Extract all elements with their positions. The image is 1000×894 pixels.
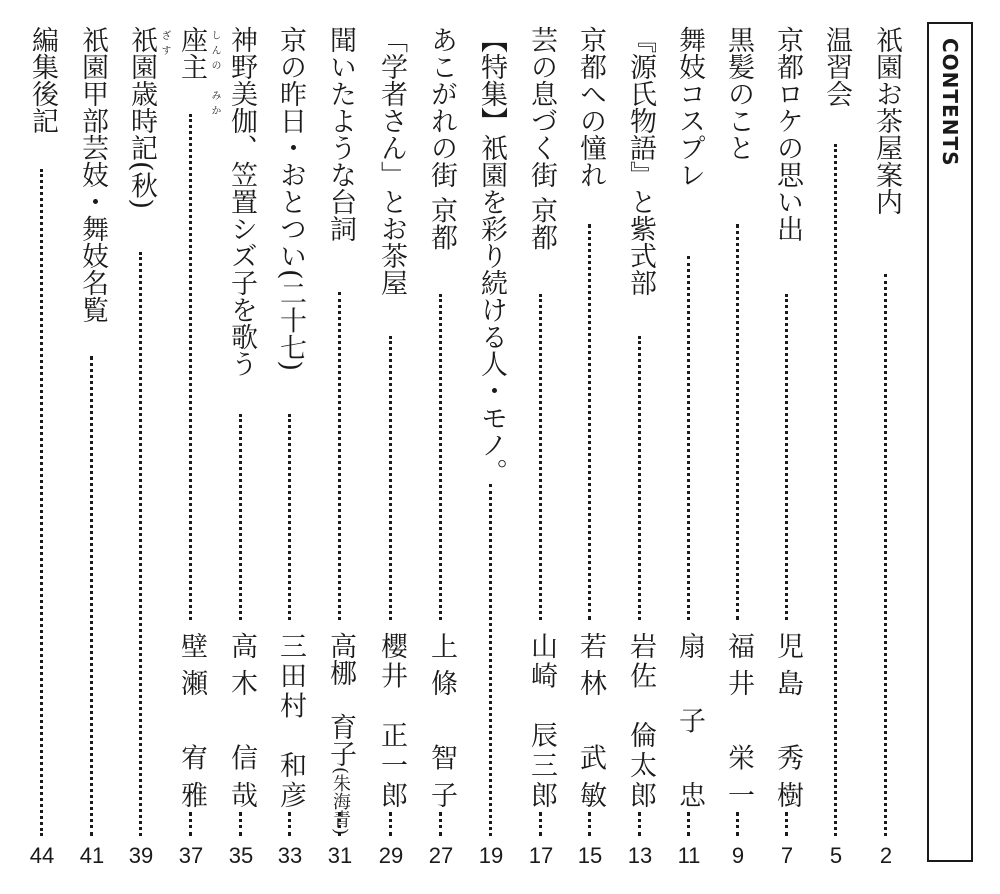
dotted-leader	[588, 224, 591, 620]
dotted-leader	[338, 292, 341, 620]
entry-title: 祇園甲部芸妓・舞妓名覧	[77, 26, 108, 323]
entry-ruby: しんの みか	[209, 30, 220, 120]
page-number: 33	[277, 843, 303, 868]
toc-entry[interactable]	[209, 0, 261, 894]
dotted-leader	[439, 294, 442, 620]
dotted-leader-end	[288, 812, 291, 836]
dotted-leader	[288, 414, 291, 620]
dotted-leader-end	[539, 812, 542, 836]
page-number: 44	[29, 843, 55, 868]
toc-entry[interactable]	[471, 0, 511, 894]
page-number: 13	[627, 843, 653, 868]
dotted-leader-end	[338, 812, 341, 836]
page-number: 11	[677, 843, 701, 868]
toc-entry[interactable]	[669, 0, 709, 894]
contents-title: CONTENTS	[938, 38, 962, 167]
page-number: 7	[780, 843, 794, 868]
toc-entry[interactable]	[421, 0, 461, 894]
toc-entry[interactable]	[816, 0, 856, 894]
toc-entry[interactable]	[620, 0, 660, 894]
entry-title: 京都への憧れ	[575, 26, 606, 188]
dotted-leader	[90, 356, 93, 836]
entry-author: 扇 子 忠	[674, 632, 705, 808]
dotted-leader	[40, 169, 43, 836]
dotted-leader	[539, 294, 542, 620]
page-number: 31	[327, 843, 353, 868]
entry-title: 「学者さん」とお茶屋	[376, 26, 407, 296]
dotted-leader	[189, 114, 192, 620]
entry-author: 高梛 育子(朱海青)	[325, 632, 356, 836]
toc-entry[interactable]	[72, 0, 112, 894]
entry-title: 黒髪のこと	[723, 26, 754, 161]
entry-title: 聞いたような台詞	[325, 26, 356, 242]
page-number: 2	[879, 843, 893, 868]
entry-title: 【特集】祇園を彩り続ける人・モノ。	[476, 26, 507, 485]
entry-ruby: ざす	[159, 30, 170, 60]
entry-author: 高木 信哉	[226, 632, 257, 808]
dotted-leader	[239, 414, 242, 620]
dotted-leader-end	[389, 812, 392, 836]
toc-entry[interactable]	[718, 0, 758, 894]
toc-entry[interactable]	[866, 0, 906, 894]
page-number: 19	[478, 843, 504, 868]
dotted-leader-end	[785, 812, 788, 836]
dotted-leader	[687, 256, 690, 620]
dotted-leader	[139, 252, 142, 836]
page-number: 27	[428, 843, 454, 868]
toc-entry[interactable]	[521, 0, 561, 894]
dotted-leader	[736, 224, 739, 620]
contents-header-box	[927, 22, 973, 862]
toc-entry[interactable]	[270, 0, 310, 894]
dotted-leader	[489, 484, 492, 836]
dotted-leader	[834, 144, 837, 836]
dotted-leader-end	[687, 812, 690, 836]
dotted-leader	[389, 336, 392, 620]
entry-title: 芸の息づく街 京都	[526, 26, 557, 251]
page-number: 35	[228, 843, 254, 868]
entry-author: 櫻井 正一郎	[376, 632, 407, 808]
toc-entry[interactable]	[320, 0, 360, 894]
toc-entry[interactable]	[159, 0, 211, 894]
entry-title: 座主	[176, 26, 207, 80]
entry-title: 祇園お茶屋案内	[871, 26, 902, 215]
toc-entry[interactable]	[767, 0, 807, 894]
page-number: 15	[577, 843, 603, 868]
dotted-leader	[884, 274, 887, 836]
entry-title: 編集後記	[27, 26, 58, 134]
dotted-leader-end	[189, 812, 192, 836]
entry-author: 三田村 和彦	[275, 632, 306, 808]
dotted-leader-end	[239, 812, 242, 836]
entry-author: 福井 栄一	[723, 632, 754, 808]
toc-entry[interactable]	[22, 0, 62, 894]
page-number: 5	[829, 843, 843, 868]
entry-title: 祇園歳時記(秋)	[126, 26, 157, 210]
entry-title: 『源氏物語』と紫式部	[625, 26, 656, 296]
entry-title: 舞妓コスプレ	[674, 26, 705, 188]
dotted-leader-end	[638, 812, 641, 836]
page-number: 9	[731, 843, 745, 868]
dotted-leader	[638, 336, 641, 620]
entry-author: 若林 武敏	[575, 632, 606, 808]
entry-title: 神野美伽、笠置シズ子を歌う	[226, 26, 257, 377]
dotted-leader	[785, 294, 788, 620]
dotted-leader-end	[588, 812, 591, 836]
entry-title: あこがれの街 京都	[426, 26, 457, 251]
page-number: 17	[528, 843, 554, 868]
page-number: 39	[128, 843, 154, 868]
entry-author: 児島 秀樹	[772, 632, 803, 808]
page-number: 41	[79, 843, 105, 868]
toc-entry[interactable]	[371, 0, 411, 894]
entry-author: 岩佐 倫太郎	[625, 632, 656, 808]
page-number: 37	[178, 843, 204, 868]
toc-entry[interactable]	[570, 0, 610, 894]
page-number: 29	[378, 843, 404, 868]
dotted-leader-end	[439, 812, 442, 836]
entry-title: 京都ロケの思い出	[772, 26, 803, 242]
toc-entry[interactable]	[121, 0, 161, 894]
entry-author: 上條 智子	[426, 632, 457, 808]
author-note: (朱海青)	[330, 767, 351, 836]
dotted-leader-end	[736, 812, 739, 836]
entry-author: 山崎 辰三郎	[526, 632, 557, 808]
entry-author: 壁瀬 宥雅	[176, 632, 207, 808]
entry-title: 温習会	[821, 26, 852, 107]
entry-title: 京の昨日・おとつい(二十七)	[275, 26, 306, 372]
